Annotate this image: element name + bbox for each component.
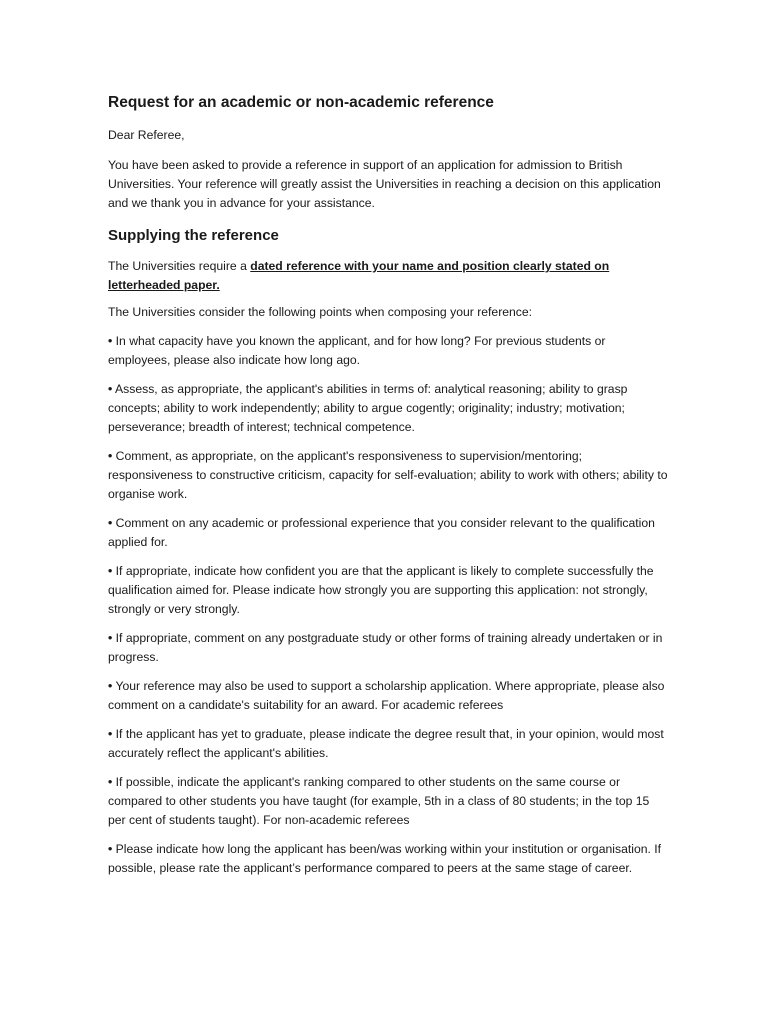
- points-intro: The Universities consider the following points when composing your reference:: [108, 305, 533, 319]
- requirement-prefix: The Universities require a: [108, 259, 251, 273]
- list-item-text: If appropriate, indicate how confident you are that the applicant is likely to complete successfully the qualification aimed for. Please indicate how strongly you are supporting this application: not strongly, strongly or very strongly.: [108, 564, 654, 616]
- document-page: [108, 93, 668, 888]
- bullet-dot: •: [108, 334, 113, 348]
- bullet-dot: •: [108, 775, 113, 789]
- bullet-dot: •: [108, 516, 113, 530]
- list-item: [108, 677, 668, 715]
- list-item-text: If the applicant has yet to graduate, please indicate the degree result that, in your opinion, would most accurately reflect the applicant's abilities.: [108, 727, 664, 760]
- bullet-dot: •: [108, 449, 113, 463]
- list-item-text: In what capacity have you known the applicant, and for how long? For previous students or employees, please also indicate how long ago.: [108, 334, 606, 367]
- list-item: [108, 380, 668, 437]
- bullet-dot: •: [108, 727, 113, 741]
- document-title: Request for an academic or non-academic reference: [108, 94, 494, 111]
- list-item: [108, 447, 668, 504]
- salutation: Dear Referee,: [108, 128, 185, 142]
- list-item-text: Your reference may also be used to support a scholarship application. Where appropriate, please also comment on a candidate's suitability for an award. For academic referees: [108, 679, 665, 712]
- bullet-list: [108, 332, 668, 878]
- bullet-dot: •: [108, 631, 113, 645]
- list-item-text: Please indicate how long the applicant has been/was working within your institution or organisation. If possible, please rate the applicant’s performance compared to peers at the same stage of career.: [108, 842, 662, 875]
- requirement-emphasis: dated reference with your name and position clearly stated on letterheaded paper.: [108, 259, 610, 292]
- list-item-text: If appropriate, comment on any postgraduate study or other forms of training already undertaken or in progress.: [108, 631, 663, 664]
- list-item: [108, 332, 668, 370]
- bullet-dot: •: [108, 564, 113, 578]
- list-item: [108, 773, 668, 830]
- intro-paragraph: You have been asked to provide a reference in support of an application for admission to British Universities. Your reference will greatly assist the Universities in reaching a decision on this application and we thank you in advance for your assistance.: [108, 158, 661, 210]
- bullet-dot: •: [108, 382, 113, 396]
- list-item: [108, 840, 668, 878]
- list-item-text: If possible, indicate the applicant's ranking compared to other students on the same course or compared to other students you have taught (for example, 5th in a class of 80 students; in the top 15 per cent of students taught). For non-academic referees: [108, 775, 650, 827]
- list-item: [108, 725, 668, 763]
- requirement-paragraph: [108, 257, 668, 295]
- list-item: [108, 562, 668, 619]
- bullet-dot: •: [108, 842, 113, 856]
- list-item: [108, 629, 668, 667]
- list-item: [108, 514, 668, 552]
- list-item-text: Comment on any academic or professional experience that you consider relevant to the qualification applied for.: [108, 516, 655, 549]
- bullet-dot: •: [108, 679, 113, 693]
- section-heading: Supplying the reference: [108, 227, 279, 244]
- list-item-text: Comment, as appropriate, on the applicant's responsiveness to supervision/mentoring; responsiveness to constructive criticism, capacity for self-evaluation; ability to work with others; ability to organise work.: [108, 449, 668, 501]
- list-item-text: Assess, as appropriate, the applicant's abilities in terms of: analytical reasoning; ability to grasp concepts; ability to work independently; ability to argue cogently; originality; industry; motivation; perseverance; breadth of interest; technical competence.: [108, 382, 628, 434]
